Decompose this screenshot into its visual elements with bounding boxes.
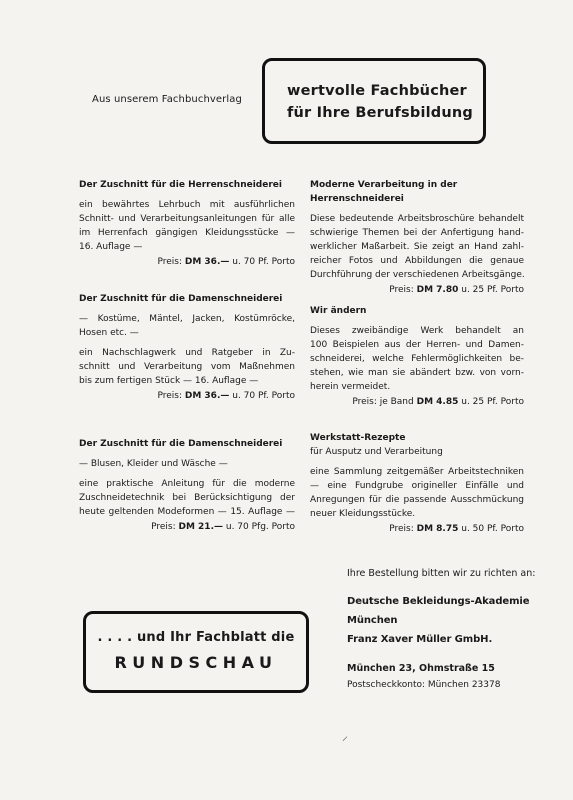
book-entry-werkstatt-rezepte <box>310 431 524 536</box>
desc-line: schnitt und Verarbeitung vom Maßnehmen <box>79 362 295 372</box>
book-title: Der Zuschnitt für die Damenschneiderei <box>79 294 283 304</box>
pen-mark: ⸝ <box>342 729 349 743</box>
desc-line: Dieses zweibändige Werk behandelt an <box>310 326 524 336</box>
desc-line: Schnitt- und Verarbeitungsanleitungen für alle <box>79 214 295 224</box>
desc-line: ein bewährtes Lehrbuch mit ausführlichen <box>79 200 295 210</box>
price-postage: u. 70 Pfg. Porto <box>225 522 295 532</box>
sub-line: — Kostüme, Mäntel, Jacken, Kostümröcke, <box>79 314 295 324</box>
book-entry-damen-zuschnitt-blusen <box>79 437 295 534</box>
sub-line: — Blusen, Kleider und Wäsche — <box>79 459 228 469</box>
price-postage: u. 70 Pf. Porto <box>232 391 295 401</box>
address-postal-account: Postscheckkonto: München 23378 <box>347 680 501 690</box>
book-entry-herren-zuschnitt <box>79 178 295 269</box>
header-line-1: wertvolle Fachbücher <box>287 83 467 99</box>
price-prefix: Preis: <box>157 257 182 267</box>
desc-line: schwierige Themen bei der Anfertigung hand- <box>310 228 524 238</box>
address-line-2: München <box>347 615 398 626</box>
price-amount: DM 4.85 <box>416 397 459 407</box>
price-amount: DM 21.— <box>178 522 223 532</box>
book-title: Der Zuschnitt für die Damenschneiderei <box>79 439 283 449</box>
book-title: Wir ändern <box>310 306 367 316</box>
desc-line: stehen, wie man sie abändert bzw. von vorn- <box>310 368 524 378</box>
desc-line: neuer Kleidungsstücke. <box>310 509 416 519</box>
desc-line: 100 Beispielen aus der Herren- und Damen- <box>310 340 524 350</box>
price-postage: u. 25 Pf. Porto <box>461 285 524 295</box>
price-line <box>79 255 295 269</box>
desc-line: 16. Auflage — <box>79 242 143 252</box>
book-entry-moderne-verarbeitung <box>310 178 524 297</box>
header-box <box>262 58 486 144</box>
desc-line: Anregungen für die passende Ausschmückung <box>310 495 524 505</box>
price-prefix: Preis: <box>157 391 182 401</box>
desc-line: Diese bedeutende Arbeitsbroschüre behandelt <box>310 214 524 224</box>
price-amount: DM 36.— <box>184 391 230 401</box>
price-amount: DM 7.80 <box>416 285 459 295</box>
desc-line: werklicher Maßarbeit. Sie zeigt an Hand zahl- <box>310 242 524 252</box>
book-title: Moderne Verarbeitung in der <box>310 180 458 190</box>
price-amount: DM 8.75 <box>416 524 459 534</box>
desc-line: Zuschneidetechnik bei Berücksichtigung der <box>79 493 295 503</box>
price-line <box>79 389 295 403</box>
desc-line: — eine Fundgrube origineller Einfälle und <box>310 481 524 491</box>
desc-line: herein vermeidet. <box>310 382 391 392</box>
price-line <box>79 520 295 534</box>
desc-line: bis zum fertigen Stück — 16. Auflage — <box>79 376 259 386</box>
price-line <box>310 522 524 536</box>
desc-line: ein Nachschlagwerk und Ratgeber in Zu- <box>79 348 295 358</box>
price-line <box>310 283 524 297</box>
price-prefix: Preis: <box>389 524 414 534</box>
address-street: München 23, Ohmstraße 15 <box>347 663 495 674</box>
rundschau-title: RUNDSCHAU <box>114 653 278 672</box>
price-prefix: Preis: <box>151 522 176 532</box>
book-title: Der Zuschnitt für die Herrenschneiderei <box>79 180 282 190</box>
price-line <box>310 395 524 409</box>
rundschau-line-1: . . . . und Ihr Fachblatt die <box>97 630 295 645</box>
desc-line: eine praktische Anleitung für die moderne <box>79 479 295 489</box>
publisher-address <box>347 592 529 690</box>
book-title-cont: Herrenschneiderei <box>310 194 404 204</box>
price-postage: u. 50 Pf. Porto <box>461 524 524 534</box>
intro-text: Aus unserem Fachbuchverlag <box>92 94 242 105</box>
desc-line: heute geltenden Modeformen — 15. Auflage — <box>79 507 295 517</box>
sub-line: Hosen etc. — <box>79 328 139 338</box>
book-entry-wir-aendern <box>310 304 524 409</box>
book-entry-damen-zuschnitt-kostueme <box>79 292 295 403</box>
price-prefix: Preis: <box>389 285 414 295</box>
header-line-2: für Ihre Berufsbildung <box>287 105 474 121</box>
price-prefix: Preis: je Band <box>352 397 414 407</box>
sub-line: für Ausputz und Verarbeitung <box>310 447 443 457</box>
desc-line: Durchführung der verschiedenen Arbeitsgänge. <box>310 270 525 280</box>
price-postage: u. 25 Pf. Porto <box>461 397 524 407</box>
address-line-3: Franz Xaver Müller GmbH. <box>347 634 493 645</box>
desc-line: reicher Fotos und Abbildungen die genaue <box>310 256 524 266</box>
desc-line: schneiderei, welche Fehlermöglichkeiten be- <box>310 354 524 364</box>
address-line-1: Deutsche Bekleidungs-Akademie <box>347 596 530 607</box>
book-title: Werkstatt-Rezepte <box>310 433 406 443</box>
price-amount: DM 36.— <box>184 257 230 267</box>
rundschau-box <box>83 611 309 693</box>
price-postage: u. 70 Pf. Porto <box>232 257 295 267</box>
desc-line: eine Sammlung zeitgemäßer Arbeitstechniken <box>310 467 524 477</box>
desc-line: im Herrenfach gängigen Kleidungsstücke — <box>79 228 295 238</box>
order-intro: Ihre Bestellung bitten wir zu richten an: <box>347 568 536 579</box>
